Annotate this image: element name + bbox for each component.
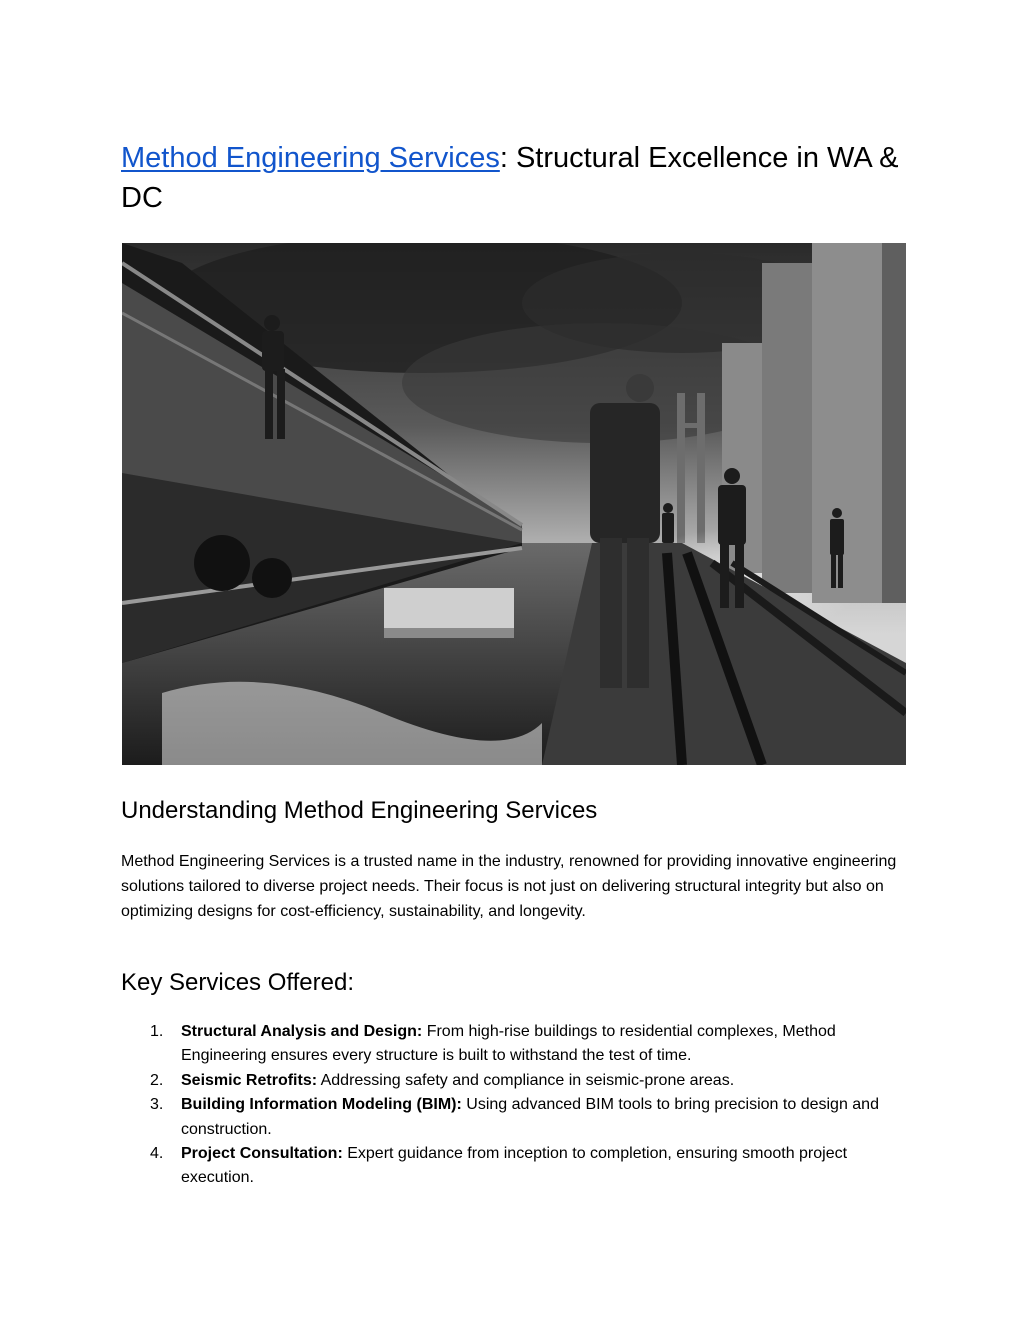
service-description: From high-rise buildings to residential complexes, Method Engineering ensures every structure is built to withstand the test of time. bbox=[181, 1023, 836, 1065]
service-name: Seismic Retrofits: bbox=[181, 1071, 318, 1089]
section-heading-key-services: Key Services Offered: bbox=[121, 969, 354, 996]
service-name: Project Consultation: bbox=[181, 1145, 343, 1163]
list-item bbox=[121, 1069, 911, 1093]
list-number: 1. bbox=[150, 1023, 164, 1040]
page-title bbox=[121, 138, 911, 218]
list-number: 3. bbox=[150, 1096, 164, 1114]
service-name: Structural Analysis and Design: bbox=[181, 1023, 423, 1040]
service-description: Using advanced BIM tools to bring precision to design and construction. bbox=[181, 1096, 879, 1138]
list-number: 4. bbox=[150, 1145, 164, 1163]
service-description: Addressing safety and compliance in seismic-prone areas. bbox=[317, 1071, 735, 1089]
list-item bbox=[121, 1020, 911, 1069]
service-name: Building Information Modeling (BIM): bbox=[181, 1096, 462, 1114]
section-paragraph: Method Engineering Services is a trusted name in the industry, renowned for providing innovative engineering solutions tailored to diverse project needs. Their focus is not just on delivering structural integrity but also on optimizing designs for cost-efficiency, sustainability, and longevity. bbox=[121, 853, 897, 920]
service-description: Expert guidance from inception to completion, ensuring smooth project execution. bbox=[181, 1145, 848, 1187]
title-rest: : Structural Excellence in WA & DC bbox=[121, 142, 899, 214]
list-item bbox=[121, 1142, 911, 1191]
hero-photo bbox=[122, 243, 906, 765]
title-link[interactable]: Method Engineering Services bbox=[121, 142, 500, 174]
list-number: 2. bbox=[150, 1071, 164, 1089]
section-heading-understanding: Understanding Method Engineering Services bbox=[121, 797, 598, 824]
list-item bbox=[121, 1093, 911, 1142]
services-list bbox=[121, 1020, 911, 1191]
